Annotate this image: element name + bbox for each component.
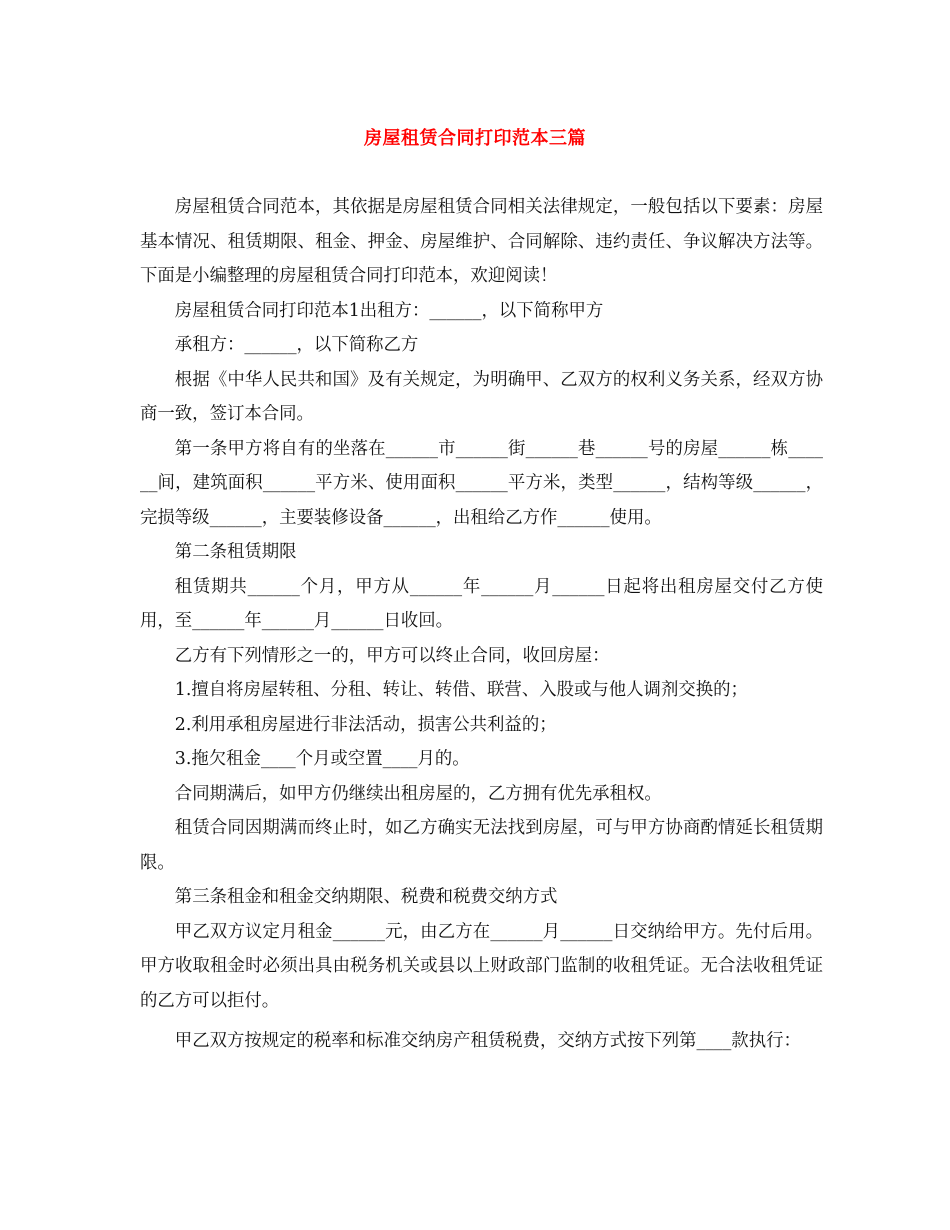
intro-paragraph: 房屋租赁合同范本，其依据是房屋租赁合同相关法律规定，一般包括以下要素：房屋基本情况、租赁期限、租金、押金、房屋维护、合同解除、违约责任、争议解决方法等。下面是小编整理的房屋租赁合同打印范本，欢迎阅读！ <box>140 197 823 286</box>
termination-condition-1: 1.擅自将房屋转租、分租、转让、转借、联营、入股或与他人调剂交换的； <box>174 680 748 700</box>
rent-payment-paragraph: 甲乙双方议定月租金______元，由乙方在______月______日交纳给甲方。先付后用。甲方收取租金时必须出具由税务机关或县以上财政部门监制的收租凭证。无合法收租凭证的乙方可以拒付。 <box>140 921 823 1011</box>
priority-renewal-paragraph: 合同期满后，如甲方仍继续出租房屋的，乙方拥有优先承租权。 <box>174 783 662 804</box>
termination-condition-3: 3.拖欠租金____个月或空置____月的。 <box>174 749 470 769</box>
lessee-line: 承租方：______，以下简称乙方 <box>174 335 419 355</box>
termination-condition-2: 2.利用承租房屋进行非法活动，损害公共利益的； <box>174 714 557 735</box>
tax-payment-paragraph: 甲乙双方按规定的税率和标准交纳房产租赁税费，交纳方式按下列第____款执行： <box>174 1031 801 1051</box>
lessor-line: 房屋租赁合同打印范本1出租方：______，以下简称甲方 <box>174 300 604 321</box>
lease-term-paragraph: 租赁期共______个月，甲方从______年______月______日起将出租房屋交付乙方使用，至______年______月______日收回。 <box>140 576 823 631</box>
document-body <box>140 190 823 1059</box>
extension-paragraph: 租赁合同因期满而终止时，如乙方确实无法找到房屋，可与甲方协商酌情延长租赁期限。 <box>140 818 823 873</box>
preamble-paragraph: 根据《中华人民共和国》及有关规定，为明确甲、乙双方的权利义务关系，经双方协商一致，签订本合同。 <box>140 369 823 424</box>
article-three-heading: 第三条租金和租金交纳期限、税费和税费交纳方式 <box>174 887 558 907</box>
termination-conditions-intro: 乙方有下列情形之一的，甲方可以终止合同，收回房屋： <box>174 645 610 666</box>
document-title: 房屋租赁合同打印范本三篇 <box>364 128 586 149</box>
article-one-paragraph: 第一条甲方将自有的坐落在______市______街______巷______号的房屋______栋______间，建筑面积______平方米、使用面积______平方米，类型______，结构等级______，完损等级______，主要装修设备______，出租给乙方作______使用。 <box>140 438 823 528</box>
article-two-heading: 第二条租赁期限 <box>174 542 297 562</box>
